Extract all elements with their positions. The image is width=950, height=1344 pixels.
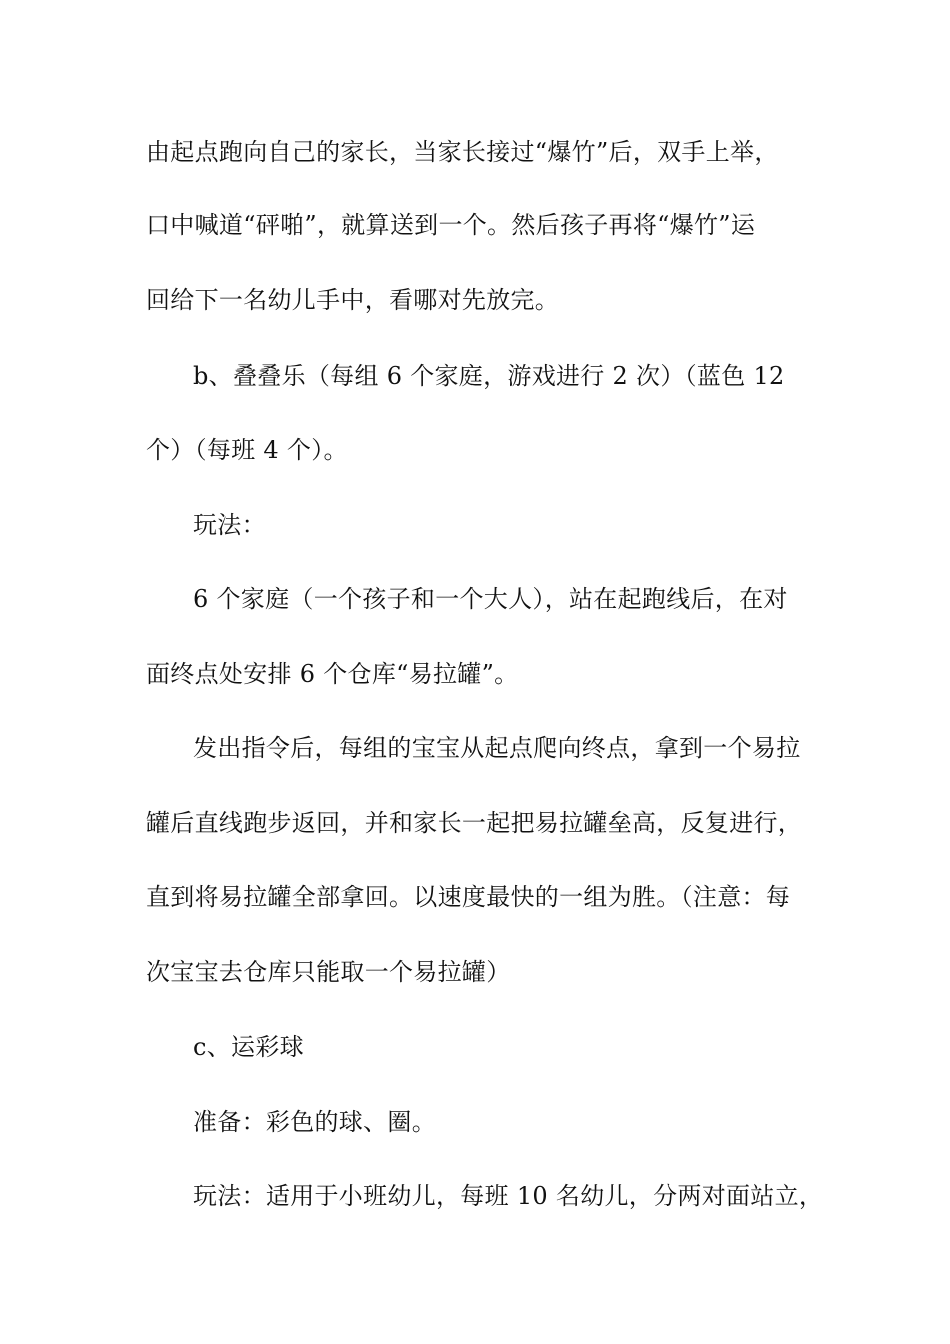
- text-line-14: 准备：彩色的球、圈。: [193, 1108, 436, 1136]
- text-line-15: 玩法：适用于小班幼儿，每班 10 名幼儿，分两对面站立，: [193, 1182, 824, 1210]
- text-line-12: 次宝宝去仓库只能取一个易拉罐）: [146, 958, 511, 986]
- text-line-10: 罐后直线跑步返回，并和家长一起把易拉罐垒高，反复进行，: [146, 809, 803, 837]
- text-line-4: b、叠叠乐（每组 6 个家庭，游戏进行 2 次）（蓝色 12: [193, 362, 785, 390]
- text-line-9: 发出指令后，每组的宝宝从起点爬向终点，拿到一个易拉: [193, 734, 801, 762]
- text-line-3: 回给下一名幼儿手中，看哪对先放完。: [146, 286, 560, 314]
- text-line-5: 个）（每班 4 个）。: [146, 436, 348, 464]
- text-line-11: 直到将易拉罐全部拿回。以速度最快的一组为胜。（注意：每: [146, 883, 791, 911]
- text-line-1: 由起点跑向自己的家长，当家长接过“爆竹”后，双手上举，: [146, 138, 779, 166]
- text-line-6: 玩法：: [193, 511, 266, 539]
- text-line-8: 面终点处安排 6 个仓库“易拉罐”。: [146, 660, 519, 688]
- text-line-7: 6 个家庭（一个孩子和一个大人），站在起跑线后，在对: [193, 585, 788, 613]
- text-line-2: 口中喊道“砰啪”，就算送到一个。然后孩子再将“爆竹”运: [146, 211, 756, 239]
- text-line-13: c、运彩球: [193, 1033, 304, 1061]
